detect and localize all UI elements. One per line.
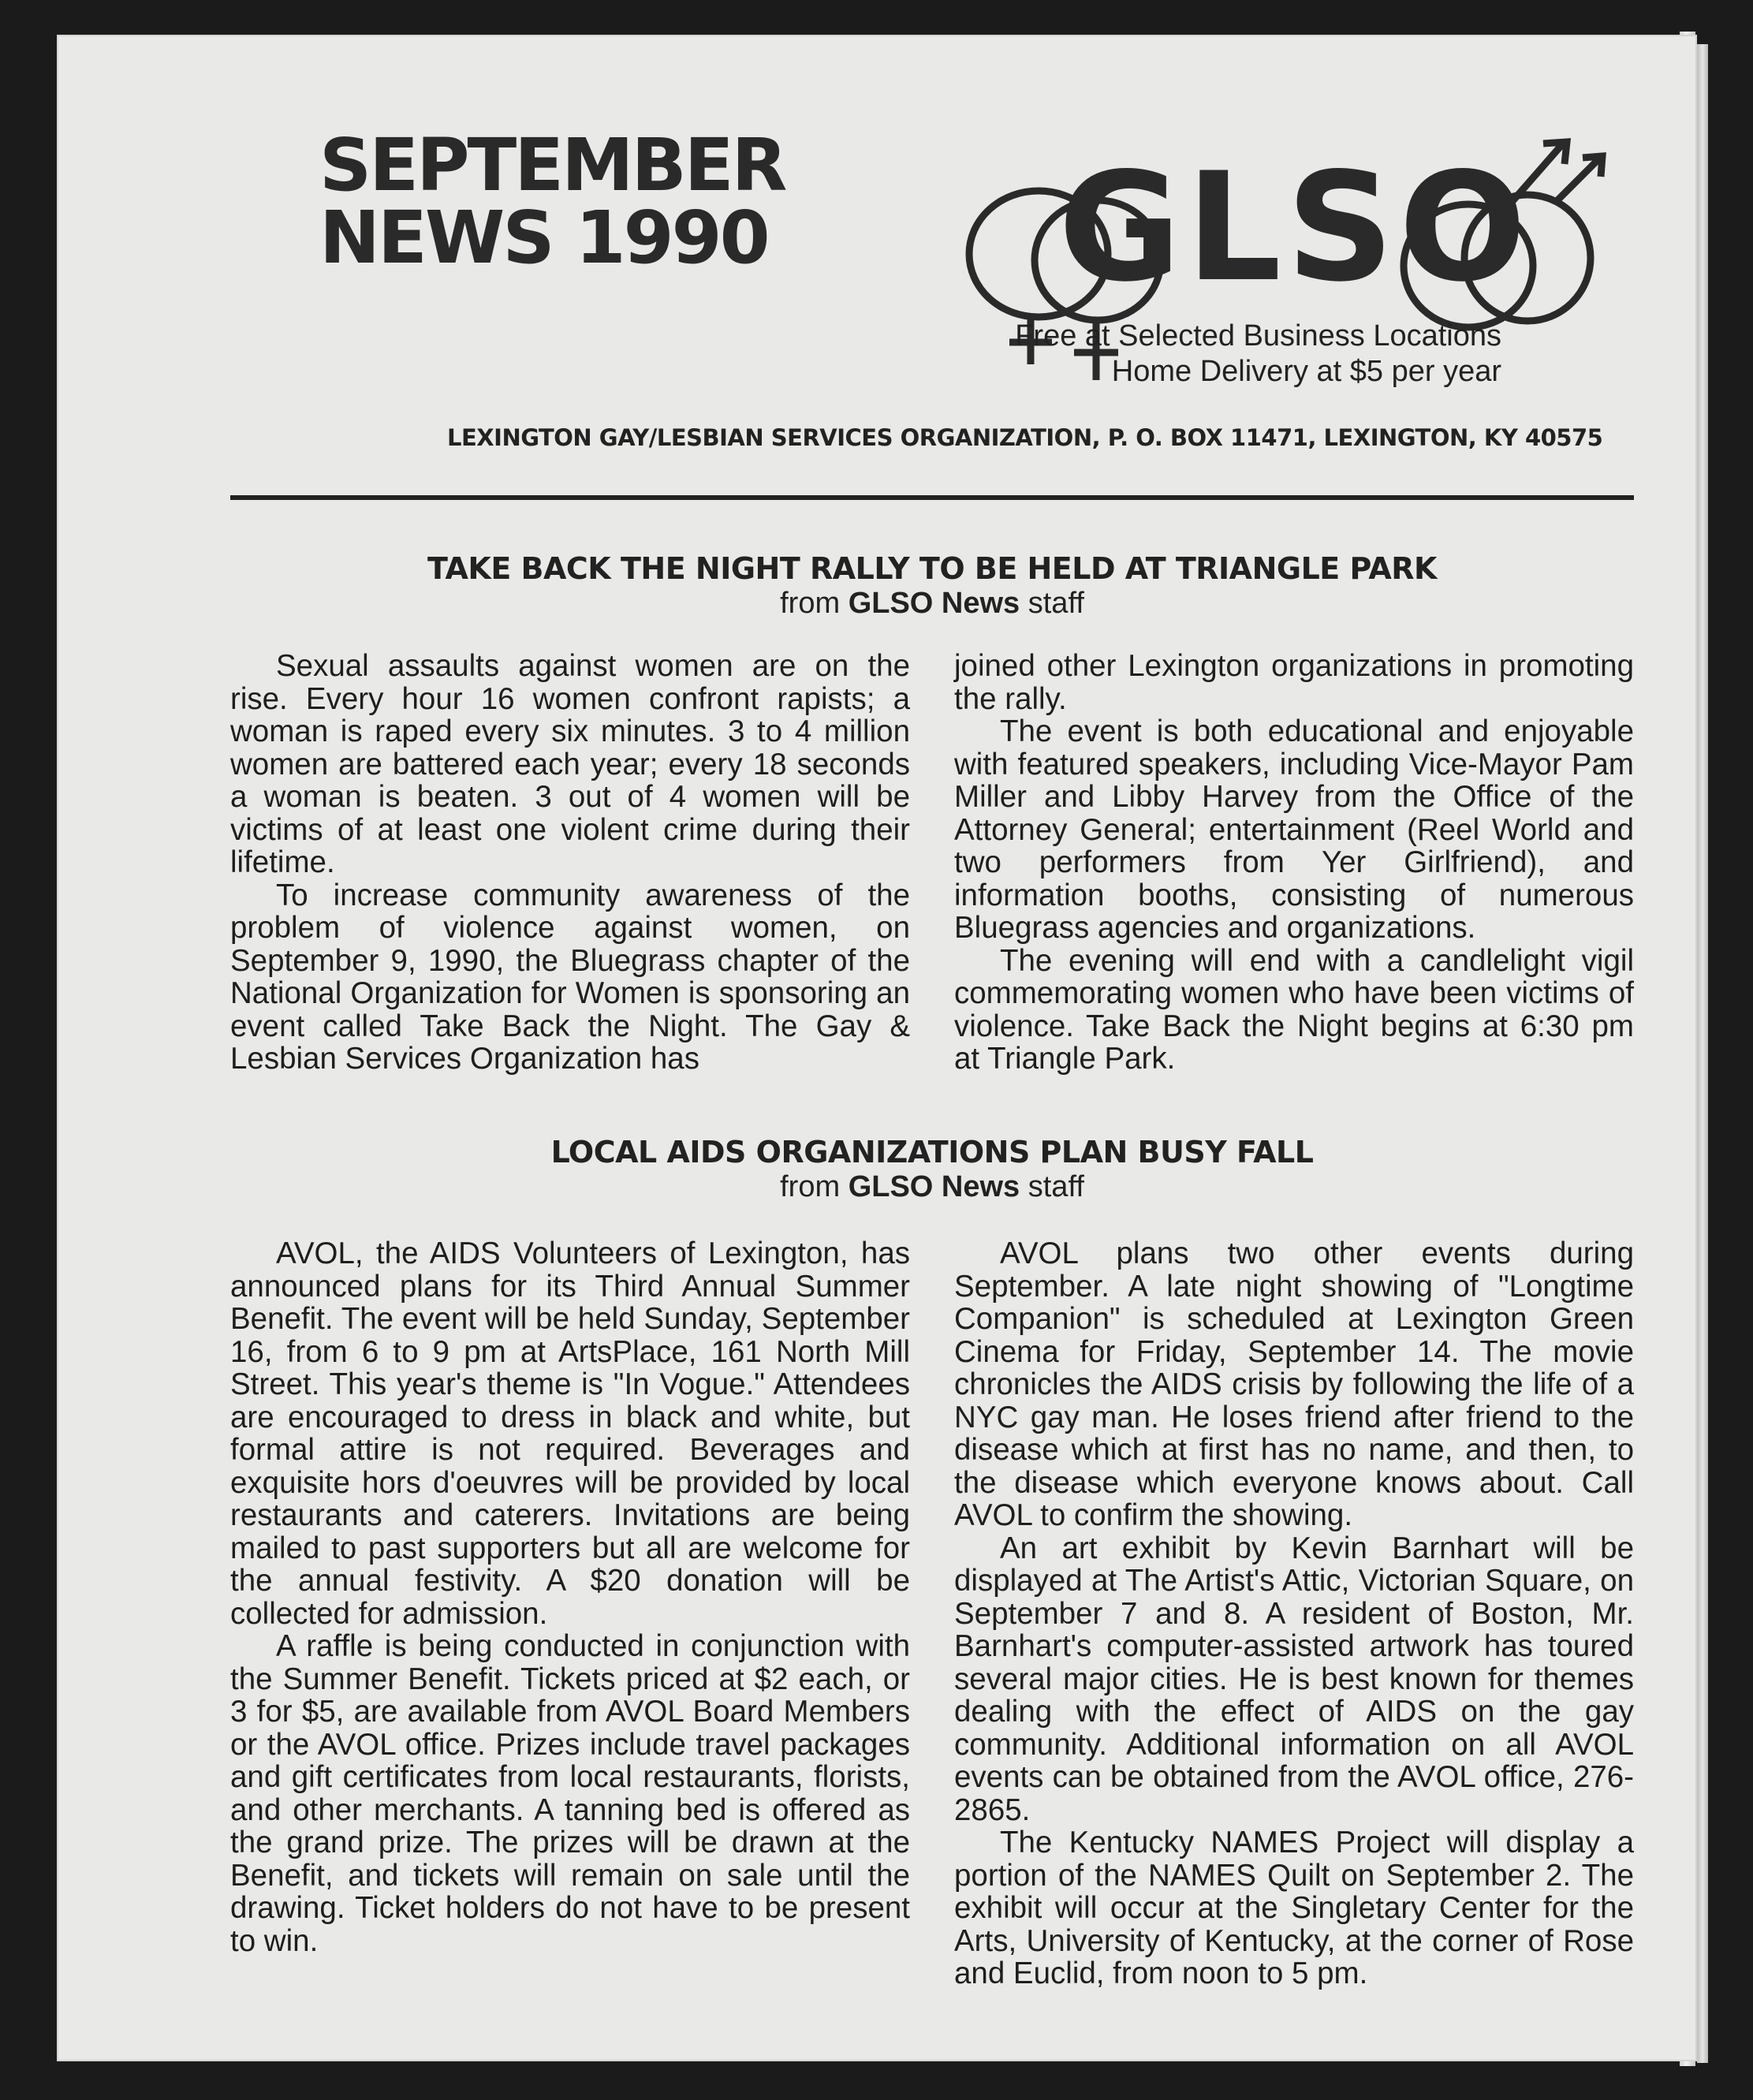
article2-headline: LOCAL AIDS ORGANIZATIONS PLAN BUSY FALL	[550, 1135, 1314, 1169]
article1-column2	[954, 650, 1634, 1076]
paragraph: The Kentucky NAMES Project will display a portion of the NAMES Quilt on September 2. The exhibit will occur at the Singletary Center for the Arts, University of Kentucky, at the corner of Rose and Euclid, from noon to 5 pm.	[954, 1826, 1634, 1990]
paragraph: To increase community awareness of the problem of violence against women, on September 9, 1990, the Bluegrass chapter of the National Organization for Women is sponsoring an event called Take Back the Night. The Gay & Lesbian Services Organization has	[230, 878, 910, 1076]
paragraph: Sexual assaults against women are on the rise. Every hour 16 women confront rapists; a woman is raped every six minutes. 3 to 4 million women are battered each year; every 18 seconds a woman is beaten. 3 out of 4 women will be victims of at least one violent crime during their lifetime.	[230, 649, 910, 879]
byline-from: from	[780, 587, 841, 620]
page-edge-back	[1697, 44, 1708, 2063]
paragraph: The event is both educational and enjoyable with featured speakers, including Vice-Mayor Pam Miller and Libby Harvey from the Office of the Attorney General; entertainment (Reel World and two performers from Yer Girlfriend), and information booths, consisting of numerous Bluegrass agencies and organizations.	[954, 714, 1634, 945]
paragraph: AVOL, the AIDS Volunteers of Lexington, has announced plans for its Third Annual Summer Benefit. The event will be held Sunday, September 16, from 6 to 9 pm at ArtsPlace, 161 North Mill Street. This year's theme is "In Vogue." Attendees are encouraged to dress in black and white, but formal attire is not required. Beverages and exquisite hors d'oeuvres will be provided by local restaurants and caterers. Invitations are being mailed to past supporters but all are welcome for the annual festivity. A $20 donation will be collected for admission.	[230, 1237, 910, 1631]
paragraph: joined other Lexington organizations in promoting the rally.	[954, 649, 1634, 716]
bleed-through	[159, 114, 168, 147]
tagline-free: Free at Selected Business Locations	[1015, 319, 1501, 352]
paragraph: An art exhibit by Kevin Barnhart will be displayed at The Artist's Attic, Victorian Square, on September 7 and 8. A resident of Boston, Mr. Barnhart's computer-assisted artwork has toured several major cities. He is best known for themes dealing with the effect of AIDS on the gay community. Additional information on all AVOL events can be obtained from the AVOL office, 276-2865.	[954, 1531, 1634, 1827]
issue-date-line1: SEPTEMBER	[319, 123, 785, 207]
organization-address: LEXINGTON GAY/LESBIAN SERVICES ORGANIZATION, P. O. BOX 11471, LEXINGTON, KY 40575	[447, 424, 1603, 451]
article1-headline: TAKE BACK THE NIGHT RALLY TO BE HELD AT TRIANGLE PARK	[427, 551, 1437, 586]
issue-date-line2: NEWS 1990	[319, 196, 768, 280]
byline-staff: staff	[1028, 587, 1084, 620]
issue-date	[319, 123, 785, 280]
paragraph: AVOL plans two other events during September. A late night showing of "Longtime Companion" is scheduled at Lexington Green Cinema for Friday, September 14. The movie chronicles the AIDS crisis by following the life of a NYC gay man. He loses friend after friend to the disease which at first has no name, and then, to the disease which everyone knows about. Call AVOL to confirm the showing.	[954, 1237, 1634, 1532]
article1-column1	[230, 650, 910, 1076]
header-rule	[230, 495, 1634, 500]
byline-staff: staff	[1028, 1170, 1084, 1203]
paragraph: A raffle is being conducted in conjunction with the Summer Benefit. Tickets priced at $2 each, or 3 for $5, are available from AVOL Board Members or the AVOL office. Prizes include travel packages and gift certificates from local restaurants, florists, and other merchants. A tanning bed is offered as the grand prize. The prizes will be drawn at the Benefit, and tickets will remain on sale until the drawing. Ticket holders do not have to be present to win.	[230, 1629, 910, 1958]
byline-publication: GLSO News	[848, 1170, 1020, 1203]
article2-byline	[230, 1170, 1634, 1204]
logo-text: GLSO	[1058, 140, 1531, 315]
article2-column1	[230, 1237, 910, 1957]
article2-column2	[954, 1237, 1634, 1990]
byline-publication: GLSO News	[848, 587, 1020, 620]
tagline-delivery: Home Delivery at $5 per year	[1111, 355, 1501, 388]
paragraph: The evening will end with a candlelight vigil commemorating women who have been victims of violence. Take Back the Night begins at 6:30 pm at Triangle Park.	[954, 943, 1634, 1076]
newsletter-page	[57, 35, 1697, 2061]
byline-from: from	[780, 1170, 841, 1203]
article1-byline	[230, 587, 1634, 621]
